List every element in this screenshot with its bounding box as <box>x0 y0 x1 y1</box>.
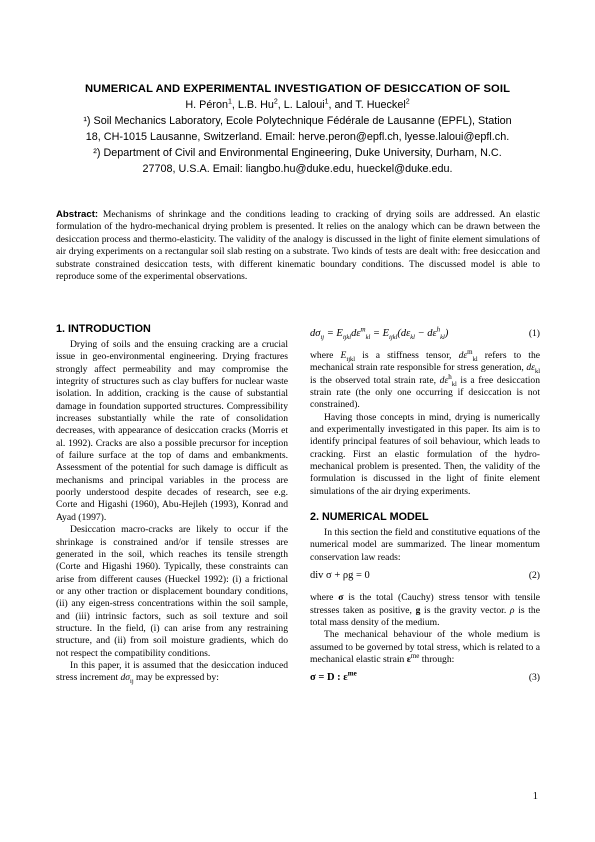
math-subscript: kl <box>451 380 457 388</box>
affiliation-marker: 2 <box>405 98 410 106</box>
equation-3 <box>310 666 540 694</box>
affiliation-text: Soil Mechanics Laboratory, Ecole Polytechnique Fédérale de Lausanne (EPFL), Station <box>90 115 512 127</box>
math-symbol: E <box>340 350 347 361</box>
abstract <box>56 209 540 283</box>
right-column <box>310 322 540 694</box>
eq-term: ) <box>444 328 449 339</box>
math-symbol: g <box>415 604 421 616</box>
section-heading-introduction: 1. INTRODUCTION <box>56 323 151 335</box>
paragraph-text: is the observed total strain rate, <box>310 374 440 386</box>
eq-term: = E <box>370 328 390 339</box>
eq-sup: h <box>436 325 441 334</box>
page-number: 1 <box>532 791 538 802</box>
where-paragraph-2 <box>310 592 540 629</box>
math-superscript: m <box>467 347 473 356</box>
paragraph-text: The mechanical behaviour of the whole medium is assumed to be governed by total stress, which is related to a mechanical elastic strain <box>310 629 540 665</box>
math-subscript: kl <box>534 368 540 376</box>
paragraph-text: through: <box>419 653 455 665</box>
paragraph-text: may be expressed by: <box>133 672 219 684</box>
eq-sub: ij <box>320 334 325 342</box>
paragraph-text: is the gravity vector. <box>420 604 510 616</box>
equation-1 <box>310 322 540 350</box>
numerical-paragraph-1: In this section the field and constitutive equations of the numerical model are summarized. The linear momentum conservation law reads: <box>310 527 540 563</box>
math-subscript: ij <box>130 678 134 686</box>
paper-title: NUMERICAL AND EXPERIMENTAL INVESTIGATION OF DESICCATION OF SOIL <box>84 83 510 95</box>
math-symbol: ε <box>406 653 411 665</box>
author-name: , L. Laloui <box>277 99 325 111</box>
eq-term: − dε <box>414 328 437 339</box>
affiliation-text: 18, CH-1015 Lausanne, Switzerland. Email: herve.peron@epfl.ch, lyesse.laloui@epfl.ch. <box>85 131 510 143</box>
intro-paragraph-2: Desiccation macro-cracks are likely to occur if the shrinkage is constrained and/or if tensile stresses are generated in the soil, which reaches its tensile strength (Corte and Higashi 1960). Typically, these constraints can arise from different causes (Hueckel 1992): (i) a frictional or any other traction or displacement boundary conditions, (ii) any eigen-stress concentrations within the soil sample, and (iii) intrinsic factors, such as soil texture and soil structure. In the field, (i) can arise from any restraining structure, and (ii) from soil moisture gradients, which do not respect the compatibility conditions. <box>56 524 288 659</box>
eq-sup: me <box>347 669 357 678</box>
paragraph-text: where <box>310 350 341 361</box>
author-name: , L.B. Hu <box>231 99 274 111</box>
eq-sub: ijkl <box>389 334 398 342</box>
equation-formula <box>310 325 449 342</box>
where-paragraph-1 <box>310 347 540 412</box>
equation-formula: div σ + ρg = 0 <box>310 570 370 582</box>
paragraph-text: is the total (Cauchy) stress tensor with tensile stresses taken as positive, <box>310 592 540 616</box>
math-symbol: dε <box>526 362 535 374</box>
eq-sub: kl <box>410 334 415 342</box>
eq-sub: ijkl <box>342 334 352 342</box>
equation-number: (1) <box>528 328 540 339</box>
section-heading-numerical-model: 2. NUMERICAL MODEL <box>310 511 429 524</box>
abstract-text: Mechanisms of shrinkage and the conditions leading to cracking of drying soils are addressed. An elastic formulation of the hydro-mechanical drying problem is presented. It relies on the analogy which can be drawn between the desiccation process and thermo-elasticity. The validity of the analogy is discussed in the light of finite element simulations of air drying experiments on a rectangular soil slab resting on a substrate. Two kinds of tests are dealt with: free desiccation and substrate constrained desiccation tests, with different kinematic boundary conditions. The discussed model is able to reproduce some of the experimental observations. <box>56 209 540 283</box>
having-paragraph: Having those concepts in mind, drying is numerically and experimentally investigated in this paper. Its aim is to identify principal features of soil behaviour, which leads to cracking. First an elastic formulation of the hydro-mechanical problem is presented. Then, the validity of the formulation is discussed in the light of finite element simulations of the air drying experiments. <box>310 411 540 497</box>
eq-sub: kl <box>440 334 445 342</box>
affiliation-text: Department of Civil and Environmental Engineering, Duke University, Durham, N.C. <box>100 147 502 159</box>
math-symbol: ρ <box>509 604 515 616</box>
eq-term: dσ <box>310 328 321 339</box>
math-symbol: dε <box>458 350 468 361</box>
paragraph-text: is the total mass density of the medium. <box>310 604 540 628</box>
math-subscript: ijkl <box>346 355 356 363</box>
spacer <box>310 498 540 510</box>
intro-paragraph-1: Drying of soils and the ensuing cracking are a crucial issue in geo-environmental engineering. Drying fractures strongly affect permeability and may compromise the integrity of structures such as clay buffers for nuclear waste isolation. In addition, cracking is the cause of substantial damage in foundation supported structures. Compressibility increases substantially while the rate of consolidation decreases, with appearance of desiccation cracks (Morris et al. 1992). Cracks are also a possible precursor for inception of failure surface at the top of dams and embankments. Assessment of the potential for such damage is difficult as mechanisms and principal variables in the process are poorly understood despite decades of research, see e.g. Corte and Higashi (1960), Abu-Hejleh (1993), Konrad and Ayad (1997). <box>56 339 288 523</box>
left-column <box>56 322 288 685</box>
eq-sub: kl <box>365 334 371 342</box>
affiliation-text: 27708, U.S.A. Email: liangbo.hu@duke.edu, hueckel@duke.edu. <box>142 163 453 175</box>
eq-term: dε <box>351 328 361 339</box>
affiliation-marker: 1 <box>324 98 329 106</box>
abstract-label: Abstract: <box>56 209 99 220</box>
affiliation-marker: ²) <box>93 147 101 159</box>
paragraph-text: In this paper, it is assumed that the desiccation induced stress increment <box>56 659 288 684</box>
author-name: , and T. Hueckel <box>328 99 406 111</box>
paragraph-text: refers to the mechanical strain rate responsible for stress generation, <box>310 350 540 374</box>
author-name: H. Péron <box>185 99 228 111</box>
math-symbol: dε <box>439 374 449 386</box>
eq-sup: m <box>360 325 366 334</box>
mechanical-paragraph <box>310 629 540 666</box>
equation-2 <box>310 564 540 592</box>
math-symbol: σ <box>338 592 344 604</box>
eq-term: = E <box>324 328 343 339</box>
author-list <box>40 97 555 113</box>
affiliation-2 <box>40 145 555 177</box>
equation-formula <box>310 669 357 684</box>
math-subscript: kl <box>472 355 478 363</box>
affiliation-marker: 2 <box>273 98 278 106</box>
math-symbol: dσ <box>120 672 131 684</box>
affiliation-marker: 1 <box>227 98 232 106</box>
eq-term: (dε <box>397 328 411 339</box>
equation-number: (2) <box>528 570 540 582</box>
affiliation-marker: ¹) <box>83 115 91 127</box>
math-superscript: h <box>448 372 452 381</box>
equation-number: (3) <box>528 672 540 684</box>
eq-term: σ = D : ε <box>310 672 348 684</box>
paragraph-text: is a free desiccation strain rate (the only one occurring if desiccation is not constrained). <box>310 374 540 411</box>
intro-paragraph-3 <box>56 660 288 685</box>
paragraph-text: is a stiffness tensor, <box>355 350 459 361</box>
affiliation-1 <box>40 113 555 145</box>
paragraph-text: where <box>310 592 339 604</box>
math-superscript: me <box>410 651 420 660</box>
